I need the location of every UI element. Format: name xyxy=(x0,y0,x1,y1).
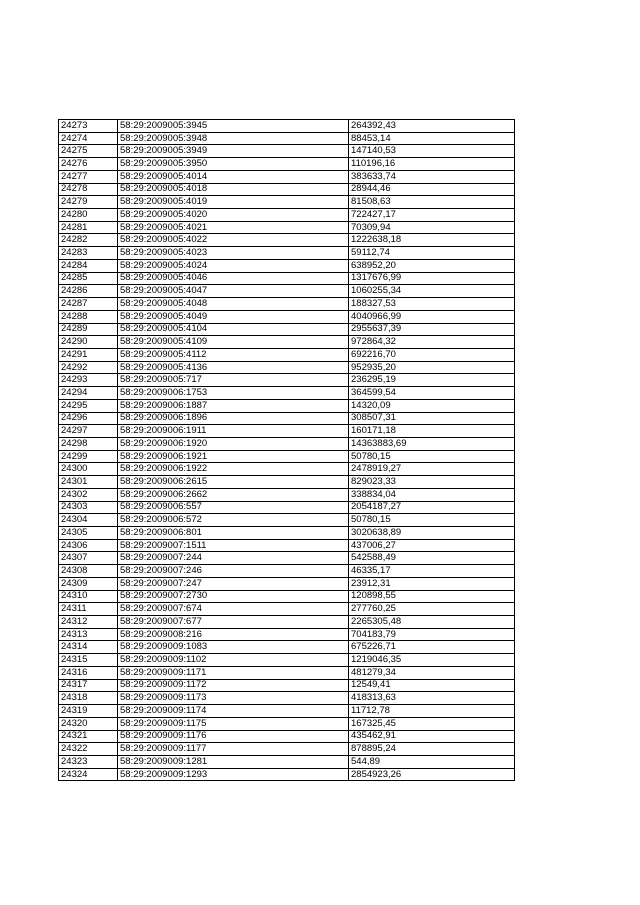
table-row xyxy=(59,209,515,222)
row-number-cell: 24296 xyxy=(59,412,118,425)
value-cell: 675226,71 xyxy=(349,641,515,654)
table-row xyxy=(59,374,515,387)
table-row xyxy=(59,221,515,234)
cadastral-number-cell: 58:29:2009005:4048 xyxy=(118,298,349,311)
cadastral-number-cell: 58:29:2009009:1172 xyxy=(118,679,349,692)
row-number-cell: 24273 xyxy=(59,120,118,133)
cadastral-number-cell: 58:29:2009005:4104 xyxy=(118,323,349,336)
table-row xyxy=(59,666,515,679)
table-row xyxy=(59,387,515,400)
row-number-cell: 24277 xyxy=(59,170,118,183)
table-row xyxy=(59,361,515,374)
table-row xyxy=(59,399,515,412)
table-row xyxy=(59,501,515,514)
row-number-cell: 24283 xyxy=(59,247,118,260)
table-row xyxy=(59,616,515,629)
value-cell: 81508,63 xyxy=(349,196,515,209)
row-number-cell: 24291 xyxy=(59,348,118,361)
table-row xyxy=(59,768,515,781)
table-row xyxy=(59,298,515,311)
value-cell: 1317676,99 xyxy=(349,272,515,285)
value-cell: 383633,74 xyxy=(349,170,515,183)
table-row xyxy=(59,132,515,145)
table-row xyxy=(59,183,515,196)
value-cell: 692216,70 xyxy=(349,348,515,361)
cadastral-number-cell: 58:29:2009006:1896 xyxy=(118,412,349,425)
value-cell: 1222638,18 xyxy=(349,234,515,247)
value-cell: 70309,94 xyxy=(349,221,515,234)
table-row xyxy=(59,272,515,285)
cadastral-number-cell: 58:29:2009005:3945 xyxy=(118,120,349,133)
cadastral-number-cell: 58:29:2009007:247 xyxy=(118,577,349,590)
value-cell: 46335,17 xyxy=(349,565,515,578)
row-number-cell: 24305 xyxy=(59,527,118,540)
cadastral-number-cell: 58:29:2009009:1175 xyxy=(118,717,349,730)
value-cell: 50780,15 xyxy=(349,514,515,527)
cadastral-number-cell: 58:29:2009009:1173 xyxy=(118,692,349,705)
value-cell: 2265305,48 xyxy=(349,616,515,629)
table-row xyxy=(59,488,515,501)
cadastral-number-cell: 58:29:2009005:4018 xyxy=(118,183,349,196)
value-cell: 23912,31 xyxy=(349,577,515,590)
cadastral-number-cell: 58:29:2009005:4136 xyxy=(118,361,349,374)
row-number-cell: 24321 xyxy=(59,730,118,743)
table-row xyxy=(59,527,515,540)
row-number-cell: 24290 xyxy=(59,336,118,349)
value-cell: 277760,25 xyxy=(349,603,515,616)
cadastral-number-cell: 58:29:2009005:4049 xyxy=(118,310,349,323)
value-cell: 308507,31 xyxy=(349,412,515,425)
value-cell: 364599,54 xyxy=(349,387,515,400)
cadastral-number-cell: 58:29:2009005:4109 xyxy=(118,336,349,349)
value-cell: 120898,55 xyxy=(349,590,515,603)
row-number-cell: 24304 xyxy=(59,514,118,527)
cadastral-number-cell: 58:29:2009005:4023 xyxy=(118,247,349,260)
cadastral-number-cell: 58:29:2009006:1922 xyxy=(118,463,349,476)
value-cell: 722427,17 xyxy=(349,209,515,222)
row-number-cell: 24316 xyxy=(59,666,118,679)
cadastral-number-cell: 58:29:2009007:674 xyxy=(118,603,349,616)
value-cell: 638952,20 xyxy=(349,259,515,272)
row-number-cell: 24288 xyxy=(59,310,118,323)
table-row xyxy=(59,285,515,298)
row-number-cell: 24299 xyxy=(59,450,118,463)
table-row xyxy=(59,247,515,260)
value-cell: 829023,33 xyxy=(349,476,515,489)
table-row xyxy=(59,323,515,336)
cadastral-number-cell: 58:29:2009007:246 xyxy=(118,565,349,578)
table-body xyxy=(59,120,515,781)
cadastral-number-cell: 58:29:2009006:1887 xyxy=(118,399,349,412)
table-row xyxy=(59,196,515,209)
table-row xyxy=(59,552,515,565)
cadastral-number-cell: 58:29:2009005:3950 xyxy=(118,158,349,171)
row-number-cell: 24311 xyxy=(59,603,118,616)
cadastral-number-cell: 58:29:2009005:4046 xyxy=(118,272,349,285)
value-cell: 264392,43 xyxy=(349,120,515,133)
value-cell: 542588,49 xyxy=(349,552,515,565)
table-row xyxy=(59,692,515,705)
table-row xyxy=(59,730,515,743)
row-number-cell: 24322 xyxy=(59,743,118,756)
cadastral-number-cell: 58:29:2009005:3949 xyxy=(118,145,349,158)
row-number-cell: 24289 xyxy=(59,323,118,336)
value-cell: 110196,16 xyxy=(349,158,515,171)
value-cell: 972864,32 xyxy=(349,336,515,349)
row-number-cell: 24309 xyxy=(59,577,118,590)
row-number-cell: 24307 xyxy=(59,552,118,565)
row-number-cell: 24275 xyxy=(59,145,118,158)
value-cell: 2054187,27 xyxy=(349,501,515,514)
cadastral-number-cell: 58:29:2009006:801 xyxy=(118,527,349,540)
table-row xyxy=(59,158,515,171)
table-row xyxy=(59,348,515,361)
table-row xyxy=(59,120,515,133)
value-cell: 50780,15 xyxy=(349,450,515,463)
row-number-cell: 24323 xyxy=(59,755,118,768)
cadastral-number-cell: 58:29:2009005:4014 xyxy=(118,170,349,183)
value-cell: 338834,04 xyxy=(349,488,515,501)
cadastral-number-cell: 58:29:2009005:4024 xyxy=(118,259,349,272)
table-row xyxy=(59,603,515,616)
cadastral-number-cell: 58:29:2009009:1171 xyxy=(118,666,349,679)
cadastral-number-cell: 58:29:2009006:1753 xyxy=(118,387,349,400)
row-number-cell: 24303 xyxy=(59,501,118,514)
row-number-cell: 24312 xyxy=(59,616,118,629)
row-number-cell: 24318 xyxy=(59,692,118,705)
row-number-cell: 24301 xyxy=(59,476,118,489)
value-cell: 236295,19 xyxy=(349,374,515,387)
row-number-cell: 24281 xyxy=(59,221,118,234)
table-row xyxy=(59,755,515,768)
cadastral-number-cell: 58:29:2009006:2662 xyxy=(118,488,349,501)
cadastral-number-cell: 58:29:2009006:2615 xyxy=(118,476,349,489)
value-cell: 437006,27 xyxy=(349,539,515,552)
value-cell: 11712,78 xyxy=(349,705,515,718)
cadastral-number-cell: 58:29:2009005:3948 xyxy=(118,132,349,145)
row-number-cell: 24282 xyxy=(59,234,118,247)
row-number-cell: 24300 xyxy=(59,463,118,476)
cadastral-number-cell: 58:29:2009008:216 xyxy=(118,628,349,641)
cadastral-number-cell: 58:29:2009005:4019 xyxy=(118,196,349,209)
table-row xyxy=(59,565,515,578)
row-number-cell: 24287 xyxy=(59,298,118,311)
value-cell: 704183,79 xyxy=(349,628,515,641)
row-number-cell: 24324 xyxy=(59,768,118,781)
value-cell: 952935,20 xyxy=(349,361,515,374)
row-number-cell: 24297 xyxy=(59,425,118,438)
value-cell: 2854923,26 xyxy=(349,768,515,781)
row-number-cell: 24317 xyxy=(59,679,118,692)
row-number-cell: 24280 xyxy=(59,209,118,222)
value-cell: 1219046,35 xyxy=(349,654,515,667)
row-number-cell: 24308 xyxy=(59,565,118,578)
cadastral-number-cell: 58:29:2009009:1177 xyxy=(118,743,349,756)
table-row xyxy=(59,628,515,641)
value-cell: 188327,53 xyxy=(349,298,515,311)
cadastral-number-cell: 58:29:2009005:4021 xyxy=(118,221,349,234)
value-cell: 167325,45 xyxy=(349,717,515,730)
cadastral-number-cell: 58:29:2009009:1293 xyxy=(118,768,349,781)
row-number-cell: 24313 xyxy=(59,628,118,641)
cadastral-number-cell: 58:29:2009009:1102 xyxy=(118,654,349,667)
value-cell: 14363883,69 xyxy=(349,437,515,450)
table-row xyxy=(59,234,515,247)
table-row xyxy=(59,717,515,730)
table-row xyxy=(59,336,515,349)
cadastral-number-cell: 58:29:2009005:4112 xyxy=(118,348,349,361)
table-row xyxy=(59,437,515,450)
cadastral-number-cell: 58:29:2009007:1511 xyxy=(118,539,349,552)
table-row xyxy=(59,641,515,654)
cadastral-number-cell: 58:29:2009009:1174 xyxy=(118,705,349,718)
table-row xyxy=(59,310,515,323)
value-cell: 59112,74 xyxy=(349,247,515,260)
row-number-cell: 24306 xyxy=(59,539,118,552)
cadastral-number-cell: 58:29:2009007:2730 xyxy=(118,590,349,603)
cadastral-number-cell: 58:29:2009007:677 xyxy=(118,616,349,629)
value-cell: 14320,09 xyxy=(349,399,515,412)
table-row xyxy=(59,463,515,476)
table-row xyxy=(59,514,515,527)
value-cell: 2955637,39 xyxy=(349,323,515,336)
row-number-cell: 24276 xyxy=(59,158,118,171)
table-row xyxy=(59,539,515,552)
row-number-cell: 24295 xyxy=(59,399,118,412)
table-row xyxy=(59,145,515,158)
row-number-cell: 24293 xyxy=(59,374,118,387)
value-cell: 418313,63 xyxy=(349,692,515,705)
row-number-cell: 24320 xyxy=(59,717,118,730)
value-cell: 88453,14 xyxy=(349,132,515,145)
cadastral-number-cell: 58:29:2009005:4020 xyxy=(118,209,349,222)
row-number-cell: 24298 xyxy=(59,437,118,450)
row-number-cell: 24285 xyxy=(59,272,118,285)
value-cell: 4040966,99 xyxy=(349,310,515,323)
table-row xyxy=(59,259,515,272)
value-cell: 2478919,27 xyxy=(349,463,515,476)
cadastral-number-cell: 58:29:2009006:1920 xyxy=(118,437,349,450)
row-number-cell: 24278 xyxy=(59,183,118,196)
row-number-cell: 24286 xyxy=(59,285,118,298)
table-row xyxy=(59,590,515,603)
row-number-cell: 24314 xyxy=(59,641,118,654)
cadastral-number-cell: 58:29:2009009:1176 xyxy=(118,730,349,743)
cadastral-number-cell: 58:29:2009006:1911 xyxy=(118,425,349,438)
table-row xyxy=(59,412,515,425)
row-number-cell: 24294 xyxy=(59,387,118,400)
value-cell: 12549,41 xyxy=(349,679,515,692)
cadastral-number-cell: 58:29:2009009:1083 xyxy=(118,641,349,654)
table-row xyxy=(59,705,515,718)
cadastral-number-cell: 58:29:2009005:4047 xyxy=(118,285,349,298)
cadastral-number-cell: 58:29:2009007:244 xyxy=(118,552,349,565)
row-number-cell: 24310 xyxy=(59,590,118,603)
value-cell: 28944,46 xyxy=(349,183,515,196)
cadastral-number-cell: 58:29:2009005:4022 xyxy=(118,234,349,247)
table-row xyxy=(59,170,515,183)
row-number-cell: 24274 xyxy=(59,132,118,145)
value-cell: 1060255,34 xyxy=(349,285,515,298)
cadastral-number-cell: 58:29:2009005:717 xyxy=(118,374,349,387)
cadastral-value-table xyxy=(58,119,515,781)
table-row xyxy=(59,577,515,590)
value-cell: 160171,18 xyxy=(349,425,515,438)
row-number-cell: 24292 xyxy=(59,361,118,374)
value-cell: 435462,91 xyxy=(349,730,515,743)
cadastral-number-cell: 58:29:2009006:572 xyxy=(118,514,349,527)
value-cell: 481279,34 xyxy=(349,666,515,679)
table-row xyxy=(59,743,515,756)
value-cell: 878895,24 xyxy=(349,743,515,756)
table-row xyxy=(59,450,515,463)
cadastral-number-cell: 58:29:2009006:557 xyxy=(118,501,349,514)
table-row xyxy=(59,476,515,489)
value-cell: 3020638,89 xyxy=(349,527,515,540)
row-number-cell: 24315 xyxy=(59,654,118,667)
row-number-cell: 24319 xyxy=(59,705,118,718)
cadastral-number-cell: 58:29:2009009:1281 xyxy=(118,755,349,768)
row-number-cell: 24279 xyxy=(59,196,118,209)
table-row xyxy=(59,654,515,667)
row-number-cell: 24284 xyxy=(59,259,118,272)
row-number-cell: 24302 xyxy=(59,488,118,501)
table-row xyxy=(59,425,515,438)
cadastral-number-cell: 58:29:2009006:1921 xyxy=(118,450,349,463)
table-row xyxy=(59,679,515,692)
value-cell: 147140,53 xyxy=(349,145,515,158)
value-cell: 544,89 xyxy=(349,755,515,768)
